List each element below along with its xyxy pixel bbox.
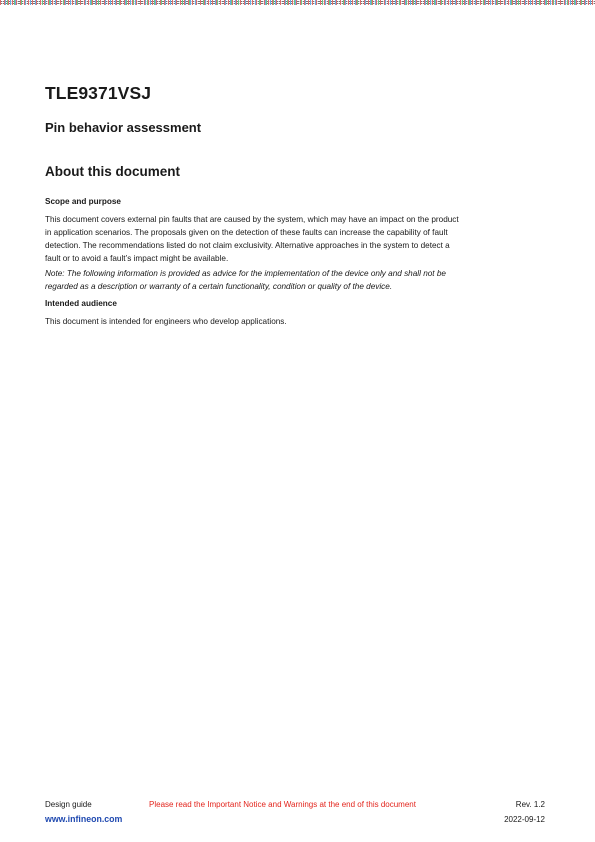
footer-date: 2022-09-12 [504, 815, 545, 824]
about-section-content [45, 196, 535, 328]
header-noise-strip [0, 0, 595, 5]
note-line: regarded as a description or warranty of a certain functionality, condition or quality of the device. [45, 282, 393, 291]
audience-heading: Intended audience [45, 299, 117, 308]
scope-line: This document covers external pin faults that are caused by the system, which may have an impact on the product [45, 215, 459, 224]
scope-heading: Scope and purpose [45, 197, 121, 206]
footer-notice: Please read the Important Notice and Warnings at the end of this document [149, 800, 416, 809]
scope-line: fault or to avoid a fault’s impact might be available. [45, 254, 229, 263]
document-subtitle: Pin behavior assessment [45, 120, 202, 135]
footer-website-link[interactable]: www.infineon.com [45, 814, 123, 824]
note-line: Note: The following information is provided as advice for the implementation of the device only and shall not be [45, 269, 446, 278]
scope-line: detection. The recommendations listed do not claim exclusivity. Alternative approaches in the system to detect a [45, 241, 450, 250]
document-title: TLE9371VSJ [45, 83, 152, 103]
note-paragraph [45, 267, 535, 293]
scope-line: in application scenarios. The proposals given on the detection of these faults can increase the capability of fault [45, 228, 448, 237]
audience-paragraph: This document is intended for engineers who develop applications. [45, 317, 287, 326]
scope-paragraph [45, 213, 535, 265]
footer-doc-type: Design guide [45, 800, 92, 809]
section-heading-about: About this document [45, 164, 180, 179]
footer-revision: Rev. 1.2 [515, 800, 545, 809]
